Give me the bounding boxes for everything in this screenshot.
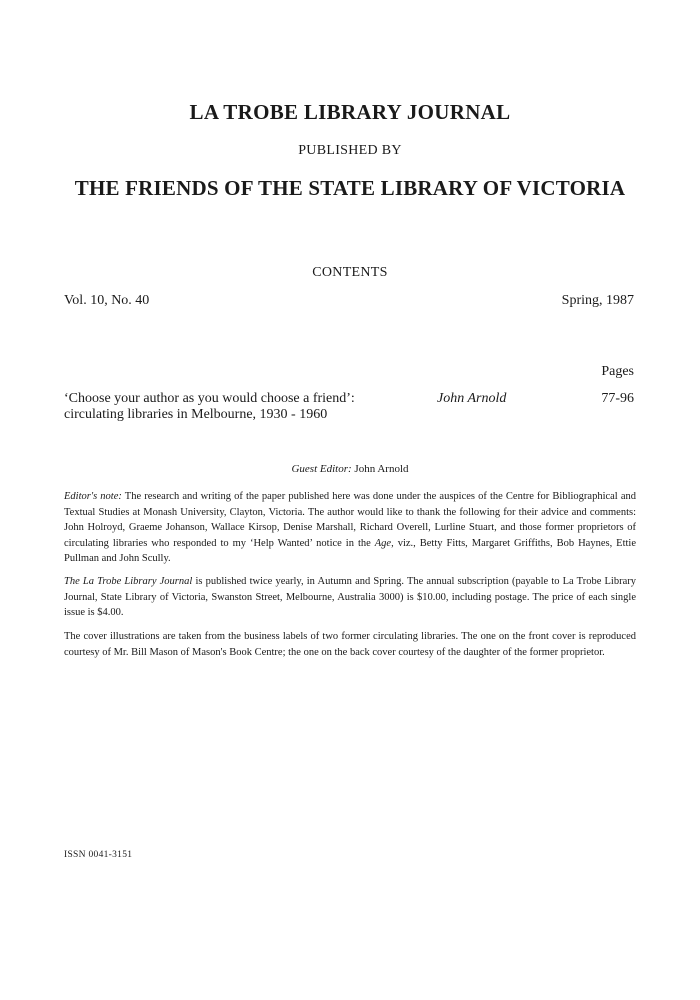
subscription-paragraph (64, 574, 636, 621)
publisher-name: THE FRIENDS OF THE STATE LIBRARY OF VICTORIA (74, 176, 626, 200)
issue-season: Spring, 1987 (561, 293, 634, 308)
editors-note-label: Editor's note: (64, 491, 122, 502)
subscription-text: is published twice yearly, in Autumn and Spring. The annual subscription (payable to La Trobe Library Journal, State Library of Victoria, Swanston Street, Melbourne, Australia 3000) is $10.00, including postage. The price of each single issue is $4.00. (64, 576, 636, 618)
volume-number: Vol. 10, No. 40 (64, 293, 150, 308)
editors-note (64, 489, 636, 567)
cover-illustration-note: The cover illustrations are taken from the business labels of two former circulating libraries. The one on the front cover is reproduced courtesy of Mr. Bill Mason of Mason's Book Centre; the one on the back cover courtesy of the daughter of the former proprietor. (64, 631, 636, 658)
editors-note-age: Age, (374, 537, 394, 549)
article-title: ‘Choose your author as you would choose a friend’: circulating libraries in Melbourne, 1930 - 1960 (64, 391, 355, 422)
editors-note-text-2: viz., Betty Fitts, Margaret Griffiths, Bob Haynes, Ettie Pullman and John Scully. (64, 537, 636, 564)
guest-editor-line (0, 463, 700, 475)
issn-number: ISSN 0041-3151 (64, 850, 133, 860)
contents-heading: CONTENTS (312, 265, 388, 280)
editors-note-text-1: The research and writing of the paper published here was done under the auspices of the Centre for Bibliographical and Textual Studies at Monash University, Clayton, Victoria. The author would like to thank the following for their advice and comments: John Holroyd, Graeme Johanson, Wallace Kirsop, Denise Marshall, Richard Overell, Lurline Stuart, and those former proprietors of circulating libraries who responded to my ‘Help Wanted’ notice in the (64, 491, 637, 549)
article-author: John Arnold (437, 391, 507, 406)
pages-column-heading: Pages (601, 364, 634, 379)
journal-title: LA TROBE LIBRARY JOURNAL (189, 100, 511, 124)
guest-editor-name: John Arnold (354, 463, 409, 475)
article-pages: 77-96 (601, 391, 634, 406)
guest-editor-label: Guest Editor: (291, 463, 352, 475)
subscription-journal-name: The La Trobe Library Journal (64, 576, 193, 587)
published-by-line: PUBLISHED BY (298, 143, 402, 158)
